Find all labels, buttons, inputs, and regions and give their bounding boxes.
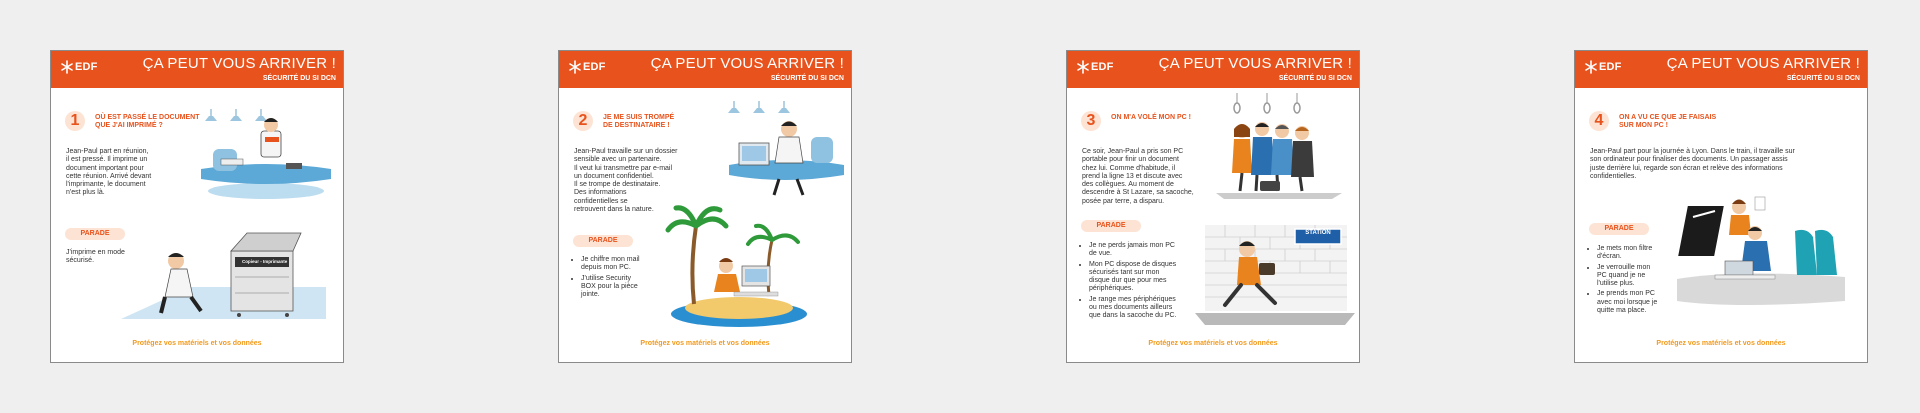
printer-label: Copieur - Imprimante: [242, 259, 288, 264]
poster-banner: ÇA PEUT VOUS ARRIVER !: [142, 55, 336, 72]
logo-text: EDF: [583, 61, 606, 73]
poster-card-4: [1574, 50, 1868, 363]
poster-banner: ÇA PEUT VOUS ARRIVER !: [1666, 55, 1860, 72]
scenario-number: 4: [1589, 111, 1609, 131]
poster-header: [51, 51, 343, 88]
scenario-number: 1: [65, 111, 85, 131]
edf-logo: [568, 60, 608, 76]
poster-header: [559, 51, 851, 88]
parade-item: • Mon PC dispose de disques sécurisés tant sur mon disque dur que pour mes périphériques.: [1089, 261, 1177, 294]
scenario-story: Ce soir, Jean-Paul a pris son PC portable pour finir un document chez lui. Comme d'habitude, il prend la ligne 13 et discute avec des collègues. Au moment de descendre à St Lazare, sa sacoche, posée par terre, a disparu.: [1082, 148, 1194, 205]
edf-logo: [60, 60, 100, 76]
poster-subbanner: SÉCURITÉ DU SI DCN: [262, 75, 336, 82]
poster-card-1: [50, 50, 344, 363]
logo-text: EDF: [1091, 61, 1114, 73]
parade-badge: PARADE: [1081, 220, 1141, 232]
meeting-desk-illustration: [191, 109, 341, 204]
poster-subbanner: SÉCURITÉ DU SI DCN: [1786, 75, 1860, 82]
scenario-story: Jean-Paul part en réunion, il est pressé. Il imprime un document important pour cette réunion. Arrivé devant l'imprimante, le document n'est plus là.: [66, 148, 152, 197]
scenario-number: 3: [1081, 111, 1101, 131]
parade-item: • Je prends mon PC avec moi lorsque je quitte ma place.: [1597, 290, 1657, 315]
parade-item: • Je verrouille mon PC quand je ne l'utilise plus.: [1597, 264, 1657, 289]
parade-item: • Je chiffre mon mail depuis mon PC.: [581, 256, 640, 273]
parade-list: [1082, 242, 1177, 323]
logo-text: EDF: [1599, 61, 1622, 73]
edf-logo: [1584, 60, 1624, 76]
thief-illustration: [1195, 225, 1355, 329]
poster-footer: Protégez vos matériels et vos données: [1656, 340, 1786, 347]
parade-badge: PARADE: [573, 235, 633, 247]
parade-text: J'imprime en mode sécurisé.: [66, 249, 125, 265]
logo-text: EDF: [75, 61, 98, 73]
station-sign-label: STATION: [1305, 230, 1331, 236]
parade-badge: PARADE: [65, 228, 125, 240]
scenario-question: OÙ EST PASSÉ LE DOCUMENT QUE J'AI IMPRIMÉ ?: [95, 114, 200, 129]
scenario-number: 2: [573, 111, 593, 131]
poster-banner: ÇA PEUT VOUS ARRIVER !: [650, 55, 844, 72]
parade-list: [574, 256, 640, 301]
poster-footer: Protégez vos matériels et vos données: [1148, 340, 1278, 347]
poster-header: [1067, 51, 1359, 88]
poster-footer: Protégez vos matériels et vos données: [132, 340, 262, 347]
subway-colleagues-illustration: [1212, 93, 1352, 201]
poster-banner: ÇA PEUT VOUS ARRIVER !: [1158, 55, 1352, 72]
poster-header: [1575, 51, 1867, 88]
parade-item: • J'utilise Security BOX pour la pièce jointe.: [581, 275, 640, 300]
island-illustration: [664, 196, 814, 331]
poster-card-2: [558, 50, 852, 363]
poster-subbanner: SÉCURITÉ DU SI DCN: [770, 75, 844, 82]
poster-subbanner: SÉCURITÉ DU SI DCN: [1278, 75, 1352, 82]
poster-footer: Protégez vos matériels et vos données: [640, 340, 770, 347]
scenario-question: JE ME SUIS TROMPÉ DE DESTINATAIRE !: [603, 114, 675, 129]
edf-logo: [1076, 60, 1116, 76]
parade-list: [1590, 245, 1657, 317]
parade-item: • Je range mes périphériques ou mes documents ailleurs que dans la sacoche du PC.: [1089, 296, 1177, 321]
scenario-story: Jean-Paul travaille sur un dossier sensible avec un partenaire. Il veut lui transmettre par e-mail un document confidentiel. Il se trompe de destinataire. Des informations confidentielles se retrouvent dans la nature.: [574, 148, 678, 214]
scenario-question: ON M'A VOLÉ MON PC !: [1111, 114, 1191, 121]
scenario-story: Jean-Paul part pour la journée à Lyon. Dans le train, il travaille sur son ordinateur pour finaliser des documents. Un passager assis juste derrière lui, regarde son écran et relève des informations confidentielles.: [1590, 148, 1795, 180]
parade-item: • Je mets mon filtre d'écran.: [1597, 245, 1657, 262]
scenario-question: ON A VU CE QUE JE FAISAIS SUR MON PC !: [1619, 114, 1717, 129]
printer-illustration: [121, 227, 331, 327]
train-passenger-illustration: [1675, 191, 1855, 311]
poster-card-3: [1066, 50, 1360, 363]
office-desk-illustration: [719, 101, 849, 201]
parade-item: • Je ne perds jamais mon PC de vue.: [1089, 242, 1177, 259]
parade-badge: PARADE: [1589, 223, 1649, 235]
